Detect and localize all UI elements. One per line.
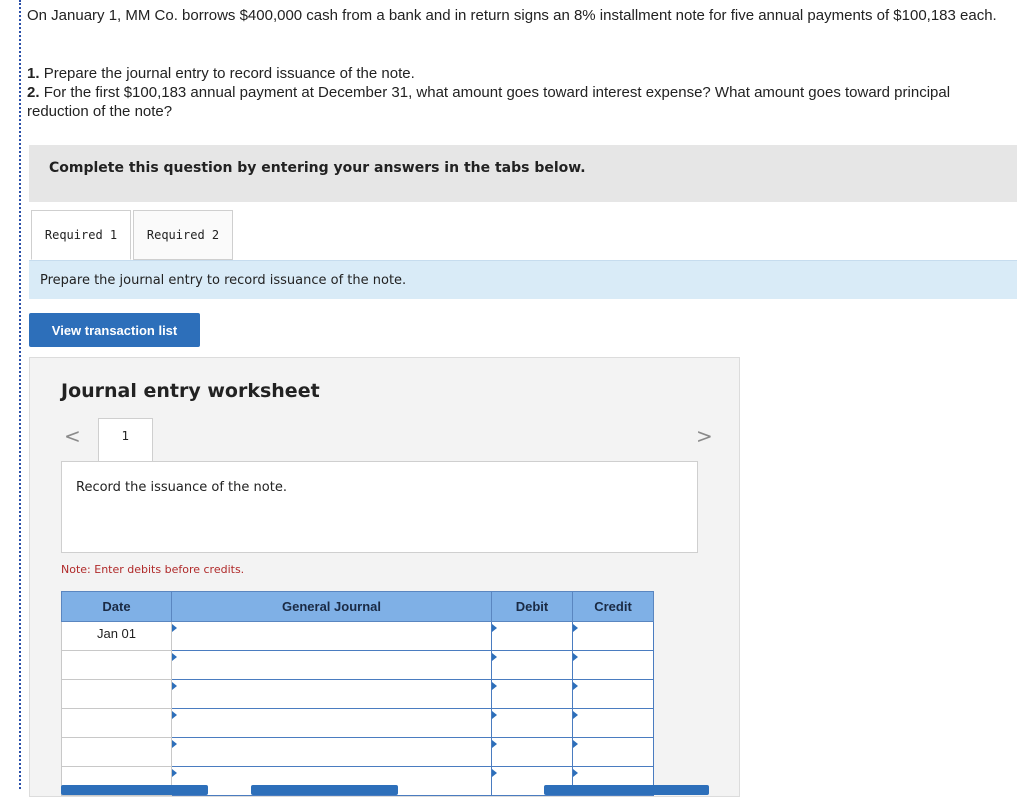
debits-note: Note: Enter debits before credits. — [61, 563, 245, 576]
credit-input[interactable] — [573, 622, 654, 651]
transaction-description-box — [61, 461, 698, 553]
debit-input[interactable] — [492, 651, 573, 680]
banner-text: Complete this question by entering your answers in the tabs below. — [49, 160, 586, 176]
requirement-number: 2. — [27, 84, 40, 101]
credit-input[interactable] — [573, 680, 654, 709]
credit-input[interactable] — [573, 738, 654, 767]
instructions-banner — [29, 145, 1017, 202]
instruction-text: Prepare the journal entry to record issuance of the note. — [40, 273, 407, 288]
table-row — [62, 622, 654, 651]
tab-instruction — [29, 260, 1017, 299]
account-input[interactable] — [172, 622, 492, 651]
column-header-debit: Debit — [492, 592, 573, 622]
credit-input[interactable] — [573, 709, 654, 738]
worksheet-title: Journal entry worksheet — [61, 380, 320, 402]
journal-table — [61, 591, 654, 796]
requirements-list — [27, 64, 1002, 121]
table-row — [62, 709, 654, 738]
tab-required-1[interactable]: Required 1 — [31, 210, 131, 260]
date-cell — [62, 738, 172, 767]
problem-statement — [27, 6, 1002, 25]
requirement-1 — [27, 64, 1002, 83]
account-input[interactable] — [172, 738, 492, 767]
view-general-journal-button[interactable] — [544, 785, 709, 795]
left-border-decoration — [19, 0, 21, 789]
requirement-number: 1. — [27, 65, 40, 82]
debit-input[interactable] — [492, 738, 573, 767]
view-transaction-list-button[interactable]: View transaction list — [29, 313, 200, 347]
debit-input[interactable] — [492, 709, 573, 738]
column-header-credit: Credit — [573, 592, 654, 622]
account-input[interactable] — [172, 709, 492, 738]
transaction-description: Record the issuance of the note. — [76, 480, 287, 495]
date-cell — [62, 680, 172, 709]
table-row — [62, 680, 654, 709]
tab-required-2[interactable]: Required 2 — [133, 210, 233, 260]
chevron-right-icon[interactable]: > — [696, 424, 713, 448]
debit-input[interactable] — [492, 622, 573, 651]
requirement-text: For the first $100,183 annual payment at December 31, what amount goes toward interest expense? What amount goes toward principal reduction of the note? — [27, 84, 951, 120]
date-cell: Jan 01 — [62, 622, 172, 651]
record-entry-button[interactable] — [61, 785, 208, 795]
requirement-text: Prepare the journal entry to record issuance of the note. — [43, 65, 415, 82]
problem-text: On January 1, MM Co. borrows $400,000 cash from a bank and in return signs an 8% installment note for five annual payments of $100,183 each. — [27, 7, 997, 24]
date-cell — [62, 651, 172, 680]
worksheet-page-tab[interactable]: 1 — [98, 418, 153, 462]
table-row — [62, 651, 654, 680]
table-row — [62, 738, 654, 767]
debit-input[interactable] — [492, 680, 573, 709]
credit-input[interactable] — [573, 651, 654, 680]
date-cell — [62, 709, 172, 738]
account-input[interactable] — [172, 680, 492, 709]
chevron-left-icon[interactable]: < — [64, 424, 81, 448]
requirement-2 — [27, 83, 1002, 121]
clear-entry-button[interactable] — [251, 785, 398, 795]
column-header-general-journal: General Journal — [172, 592, 492, 622]
journal-entry-worksheet — [29, 357, 740, 797]
column-header-date: Date — [62, 592, 172, 622]
account-input[interactable] — [172, 651, 492, 680]
